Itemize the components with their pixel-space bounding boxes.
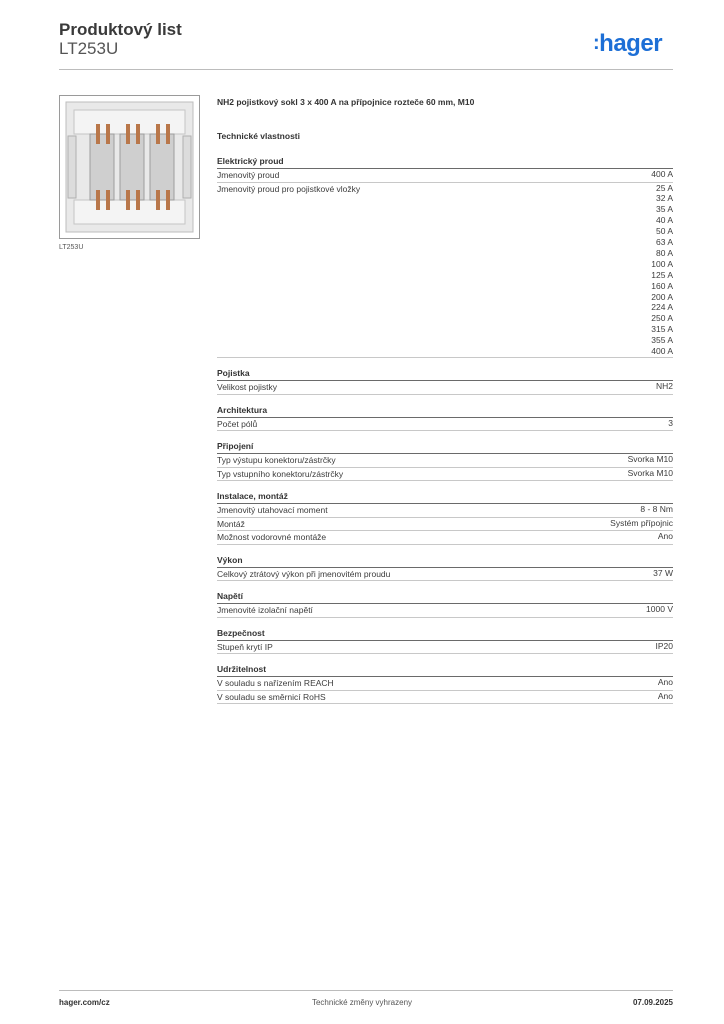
section-title: Bezpečnost: [217, 628, 673, 641]
property-value: 32 A: [655, 193, 673, 204]
property-values: [646, 604, 673, 617]
property-row: [217, 691, 673, 705]
property-values: [656, 641, 674, 654]
property-values: [656, 381, 673, 394]
property-row: [217, 641, 673, 655]
property-values: [651, 169, 673, 182]
property-value: 63 A: [655, 237, 673, 248]
hager-logo: :hager: [593, 30, 663, 57]
section-title: Architektura: [217, 405, 673, 418]
property-name: Montáž: [217, 518, 245, 529]
property-row: [217, 169, 673, 183]
property-value: NH2: [655, 381, 673, 391]
property-row: [217, 504, 673, 518]
property-row: [217, 531, 673, 545]
property-value: 50 A: [655, 226, 673, 237]
property-name: Typ výstupu konektoru/zástrčky: [217, 455, 336, 465]
spec-section: [217, 441, 673, 481]
property-name: V souladu s nařízením REACH: [217, 678, 334, 688]
product-image-caption: LT253U: [59, 244, 84, 251]
property-name: Jmenovitý utahovací moment: [217, 505, 328, 515]
section-title: Napětí: [217, 591, 673, 604]
property-name: Velikost pojistky: [217, 382, 277, 392]
footer-divider: [59, 990, 673, 991]
product-image: [59, 95, 200, 239]
property-row: [217, 381, 673, 395]
property-value: 100 A: [651, 258, 673, 269]
property-value: IP20: [655, 640, 673, 651]
property-value: 400 A: [651, 346, 673, 357]
property-value: 355 A: [651, 335, 673, 346]
property-value: 40 A: [655, 215, 673, 226]
tech-properties-title: Technické vlastnosti: [217, 131, 300, 141]
property-values: [668, 418, 673, 431]
spec-section: [217, 156, 673, 358]
property-value: 37 W: [653, 567, 673, 578]
property-row: [217, 454, 673, 468]
property-value: Ano: [657, 531, 673, 541]
spec-sections: [217, 156, 673, 704]
section-title: Připojení: [217, 441, 673, 454]
property-value: Systém přípojnic: [610, 517, 673, 528]
property-value: 160 A: [651, 280, 673, 291]
property-value: Svorka M10: [627, 454, 673, 464]
property-row: [217, 468, 673, 482]
property-value: 224 A: [651, 302, 673, 313]
property-name: Počet pólů: [217, 418, 258, 429]
property-row: [217, 677, 673, 691]
property-value: 315 A: [651, 324, 673, 335]
footer-date: 07.09.2025: [632, 998, 673, 1007]
property-value: Ano: [657, 690, 673, 701]
property-name: V souladu se směrnicí RoHS: [217, 691, 326, 702]
section-title: Instalace, montáž: [217, 491, 673, 504]
footer-website[interactable]: hager.com/cz: [59, 998, 110, 1007]
property-value: 250 A: [651, 313, 673, 324]
property-row: [217, 518, 673, 532]
property-value: 1000 V: [646, 604, 673, 614]
property-values: [640, 504, 673, 517]
spec-section: [217, 628, 673, 655]
property-value: Svorka M10: [627, 467, 673, 478]
property-name: Stupeň krytí IP: [217, 641, 273, 652]
property-value: 8 - 8 Nm: [640, 504, 673, 514]
property-name: Jmenovitý proud pro pojistkové vložky: [217, 183, 361, 194]
property-values: [658, 677, 673, 690]
property-values: [628, 454, 673, 467]
property-value: 400 A: [651, 169, 673, 179]
property-values: [653, 568, 673, 581]
section-title: Udržitelnost: [217, 664, 673, 677]
property-value: 3: [668, 417, 673, 428]
page-title: Produktový list: [59, 20, 182, 39]
property-value: 200 A: [651, 291, 673, 302]
property-name: Typ vstupního konektoru/zástrčky: [217, 468, 344, 479]
property-row: [217, 568, 673, 582]
header-divider: [59, 69, 673, 70]
property-value: 80 A: [655, 247, 673, 258]
spec-section: [217, 368, 673, 395]
spec-section: [217, 555, 673, 582]
product-code: LT253U: [59, 39, 119, 58]
spec-section: [217, 591, 673, 618]
property-value: 35 A: [655, 204, 673, 215]
product-description: NH2 pojistkový sokl 3 x 400 A na přípojnice rozteče 60 mm, M10: [217, 97, 475, 107]
property-value: 125 A: [651, 269, 673, 280]
property-name: Jmenovité izolační napětí: [217, 605, 313, 615]
spec-section: [217, 491, 673, 545]
footer-note: Technické změny vyhrazeny: [311, 998, 413, 1007]
spec-section: [217, 405, 673, 432]
property-name: Možnost vodorovné montáže: [217, 532, 327, 542]
property-value: 25 A: [655, 182, 673, 193]
property-row: [217, 418, 673, 432]
section-title: Pojistka: [217, 368, 673, 381]
section-title: Výkon: [217, 555, 673, 568]
spec-section: [217, 664, 673, 704]
section-title: Elektrický proud: [217, 156, 673, 169]
property-name: Celkový ztrátový výkon při jmenovitém proudu: [217, 568, 391, 579]
property-name: Jmenovitý proud: [217, 170, 280, 180]
property-value: Ano: [657, 677, 673, 687]
spec-content: [217, 97, 673, 714]
property-values: [628, 468, 673, 481]
property-values: [658, 531, 673, 544]
property-row: [217, 604, 673, 618]
property-values: [610, 518, 673, 531]
property-row: [217, 183, 673, 359]
property-values: [651, 183, 673, 358]
property-values: [658, 691, 673, 704]
